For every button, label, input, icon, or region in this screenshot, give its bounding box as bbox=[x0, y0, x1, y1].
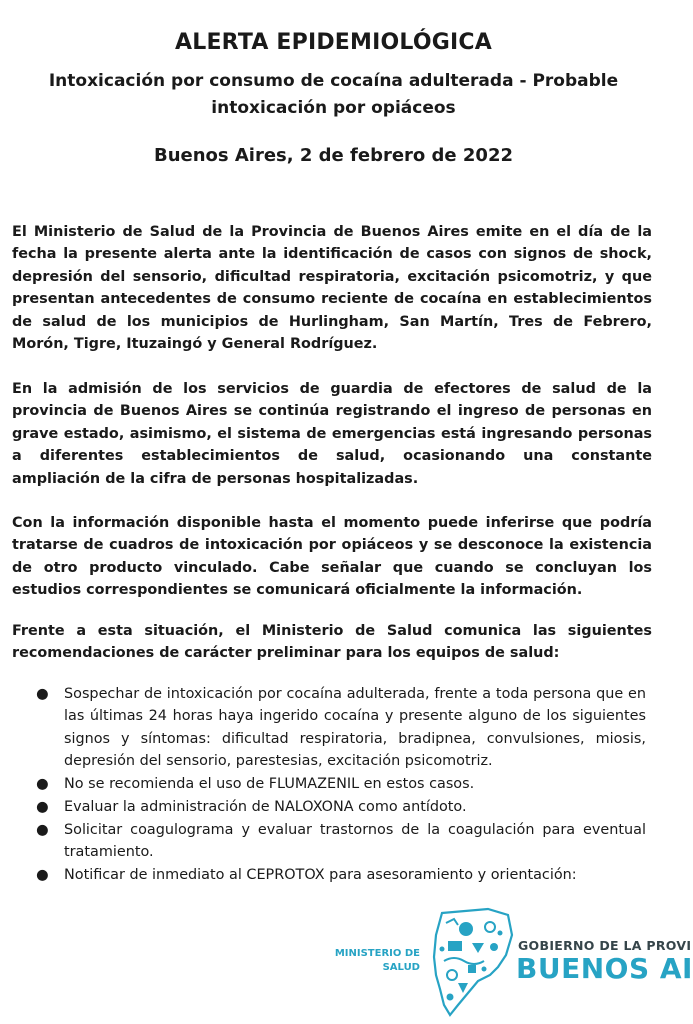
document-dateline: Buenos Aires, 2 de febrero de 2022 bbox=[153, 145, 514, 166]
bullet-icon: ● bbox=[36, 799, 49, 816]
bullet-icon: ● bbox=[36, 867, 49, 884]
bullet-icon: ● bbox=[36, 686, 49, 702]
list-item-text: Evaluar la administración de NALOXONA como antídoto. bbox=[64, 799, 467, 816]
list-item-text: No se recomienda el uso de FLUMAZENIL en estos casos. bbox=[64, 776, 475, 793]
ministry-of-health-label bbox=[320, 947, 420, 975]
list-item bbox=[22, 796, 646, 818]
list-item-text: Notificar de inmediato al CEPROTOX para asesoramiento y orientación: bbox=[64, 867, 577, 884]
paragraph-information: Con la información disponible hasta el momento puede inferirse que podría tratarse de cuadros de intoxicación por opiáceos y se desconoce la existencia de otro producto vinculado. Cabe señalar que cuando se concluyan los estudios correspondientes se comunicará oficialmente la información. bbox=[12, 515, 652, 599]
province-map-logo-icon bbox=[428, 905, 514, 1017]
list-item bbox=[22, 864, 646, 886]
list-item-text: Sospechar de intoxicación por cocaína adulterada, frente a toda persona que en las últimas 24 horas haya ingerido cocaína y presente alguno de los siguientes signos y síntomas: dificultad respiratoria, bradipnea, convulsiones, miosis, depresión del sensorio, parestesias, excitación psicomotriz. bbox=[64, 686, 646, 770]
document-title: ALERTA EPIDEMIOLÓGICA bbox=[175, 30, 492, 55]
document-subtitle: Intoxicación por consumo de cocaína adulterada - Probable intoxicación por opiáceos bbox=[48, 71, 619, 118]
list-item bbox=[22, 773, 646, 795]
list-item bbox=[22, 819, 646, 864]
ministry-line-1: MINISTERIO DE bbox=[334, 948, 420, 959]
paragraph-recommendations-intro: Frente a esta situación, el Ministerio de Salud comunica las siguientes recomendaciones de carácter preliminar para los equipos de salud: bbox=[12, 623, 652, 662]
bullet-icon: ● bbox=[36, 821, 49, 838]
bullet-icon: ● bbox=[36, 776, 49, 793]
list-item bbox=[22, 683, 646, 773]
paragraph-admission: En la admisión de los servicios de guardia de efectores de salud de la provincia de Buenos Aires se continúa registrando el ingreso de personas en grave estado, asimismo, el sistema de emergencias está ingresando personas a diferentes establecimientos de salud, ocasionando una constante ampliación de la cifra de personas hospitalizadas. bbox=[12, 381, 652, 487]
ministry-line-2: SALUD bbox=[382, 962, 420, 973]
paragraph-intro: El Ministerio de Salud de la Provincia de Buenos Aires emite en el día de la fecha la presente alerta ante la identificación de casos con signos de shock, depresión del sensorio, dificultad respiratoria, excitación psicomotriz, y que presentan antecedentes de consumo reciente de cocaína en establecimientos de salud de los municipios de Hurlingham, San Martín, Tres de Febrero, Morón, Tigre, Ituzaingó y General Rodríguez. bbox=[12, 224, 652, 353]
footer-logos bbox=[0, 900, 693, 1024]
buenos-aires-label: BUENOS AI bbox=[516, 952, 693, 985]
list-item-text: Solicitar coagulograma y evaluar trastornos de la coagulación para eventual tratamiento. bbox=[64, 821, 646, 861]
government-label: GOBIERNO DE LA PROVI bbox=[518, 938, 692, 953]
recommendations-list bbox=[22, 683, 646, 887]
